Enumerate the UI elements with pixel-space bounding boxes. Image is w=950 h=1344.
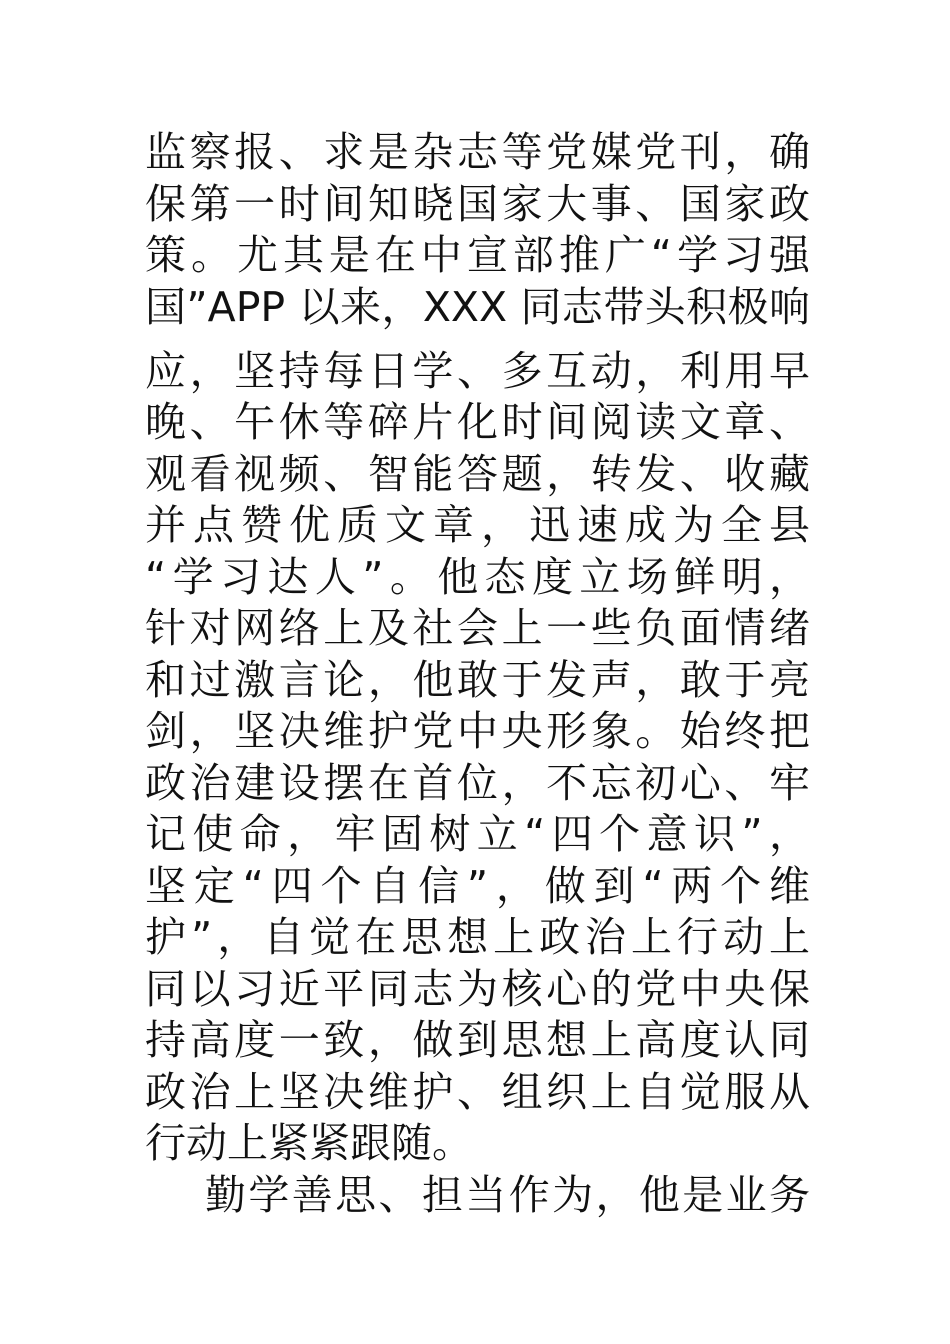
text-line: 观看视频、智能答题，转发、收藏 xyxy=(145,449,810,498)
text-line: 勤学善思、担当作为，他是业务 xyxy=(205,1170,810,1219)
text-line: 同以习近平同志为核心的党中央保 xyxy=(145,964,810,1013)
text-line: 记使命，牢固树立“四个意识”， xyxy=(145,810,810,858)
text-line: 监察报、求是杂志等党媒党刊，确 xyxy=(145,128,810,176)
text-line: 行动上紧紧跟随。 xyxy=(145,1119,473,1167)
text-line: 政治上坚决维护、组织上自觉服从 xyxy=(145,1067,810,1116)
text-line: 和过激言论，他敢于发声，敢于亮 xyxy=(145,655,810,704)
text-line: 并点赞优质文章，迅速成为全县 xyxy=(145,501,810,549)
text-line: 国”APP 以来，XXX 同志带头积极响 xyxy=(145,282,810,331)
text-line: 坚定“四个自信”，做到“两个维 xyxy=(145,861,810,910)
text-line: “学习达人”。他态度立场鲜明， xyxy=(145,552,810,601)
paragraph-2 xyxy=(145,1170,810,1222)
text-line: 护”，自觉在思想上政治上行动上 xyxy=(145,913,810,961)
text-line: 针对网络上及社会上一些负面情绪 xyxy=(145,604,810,652)
text-line: 持高度一致，做到思想上高度认同 xyxy=(145,1016,810,1064)
text-line: 策。尤其是在中宣部推广“学习强 xyxy=(145,231,810,279)
text-line: 政治建设摆在首位，不忘初心、牢 xyxy=(145,758,810,807)
text-line: 晚、午休等碎片化时间阅读文章、 xyxy=(145,398,810,446)
text-line: 保第一时间知晓国家大事、国家政 xyxy=(145,179,810,228)
text-line: 应，坚持每日学、多互动，利用早 xyxy=(145,346,810,395)
body-text xyxy=(145,127,810,1221)
paragraph-1 xyxy=(145,127,810,1170)
text-line: 剑，坚决维护党中央形象。始终把 xyxy=(145,707,810,755)
